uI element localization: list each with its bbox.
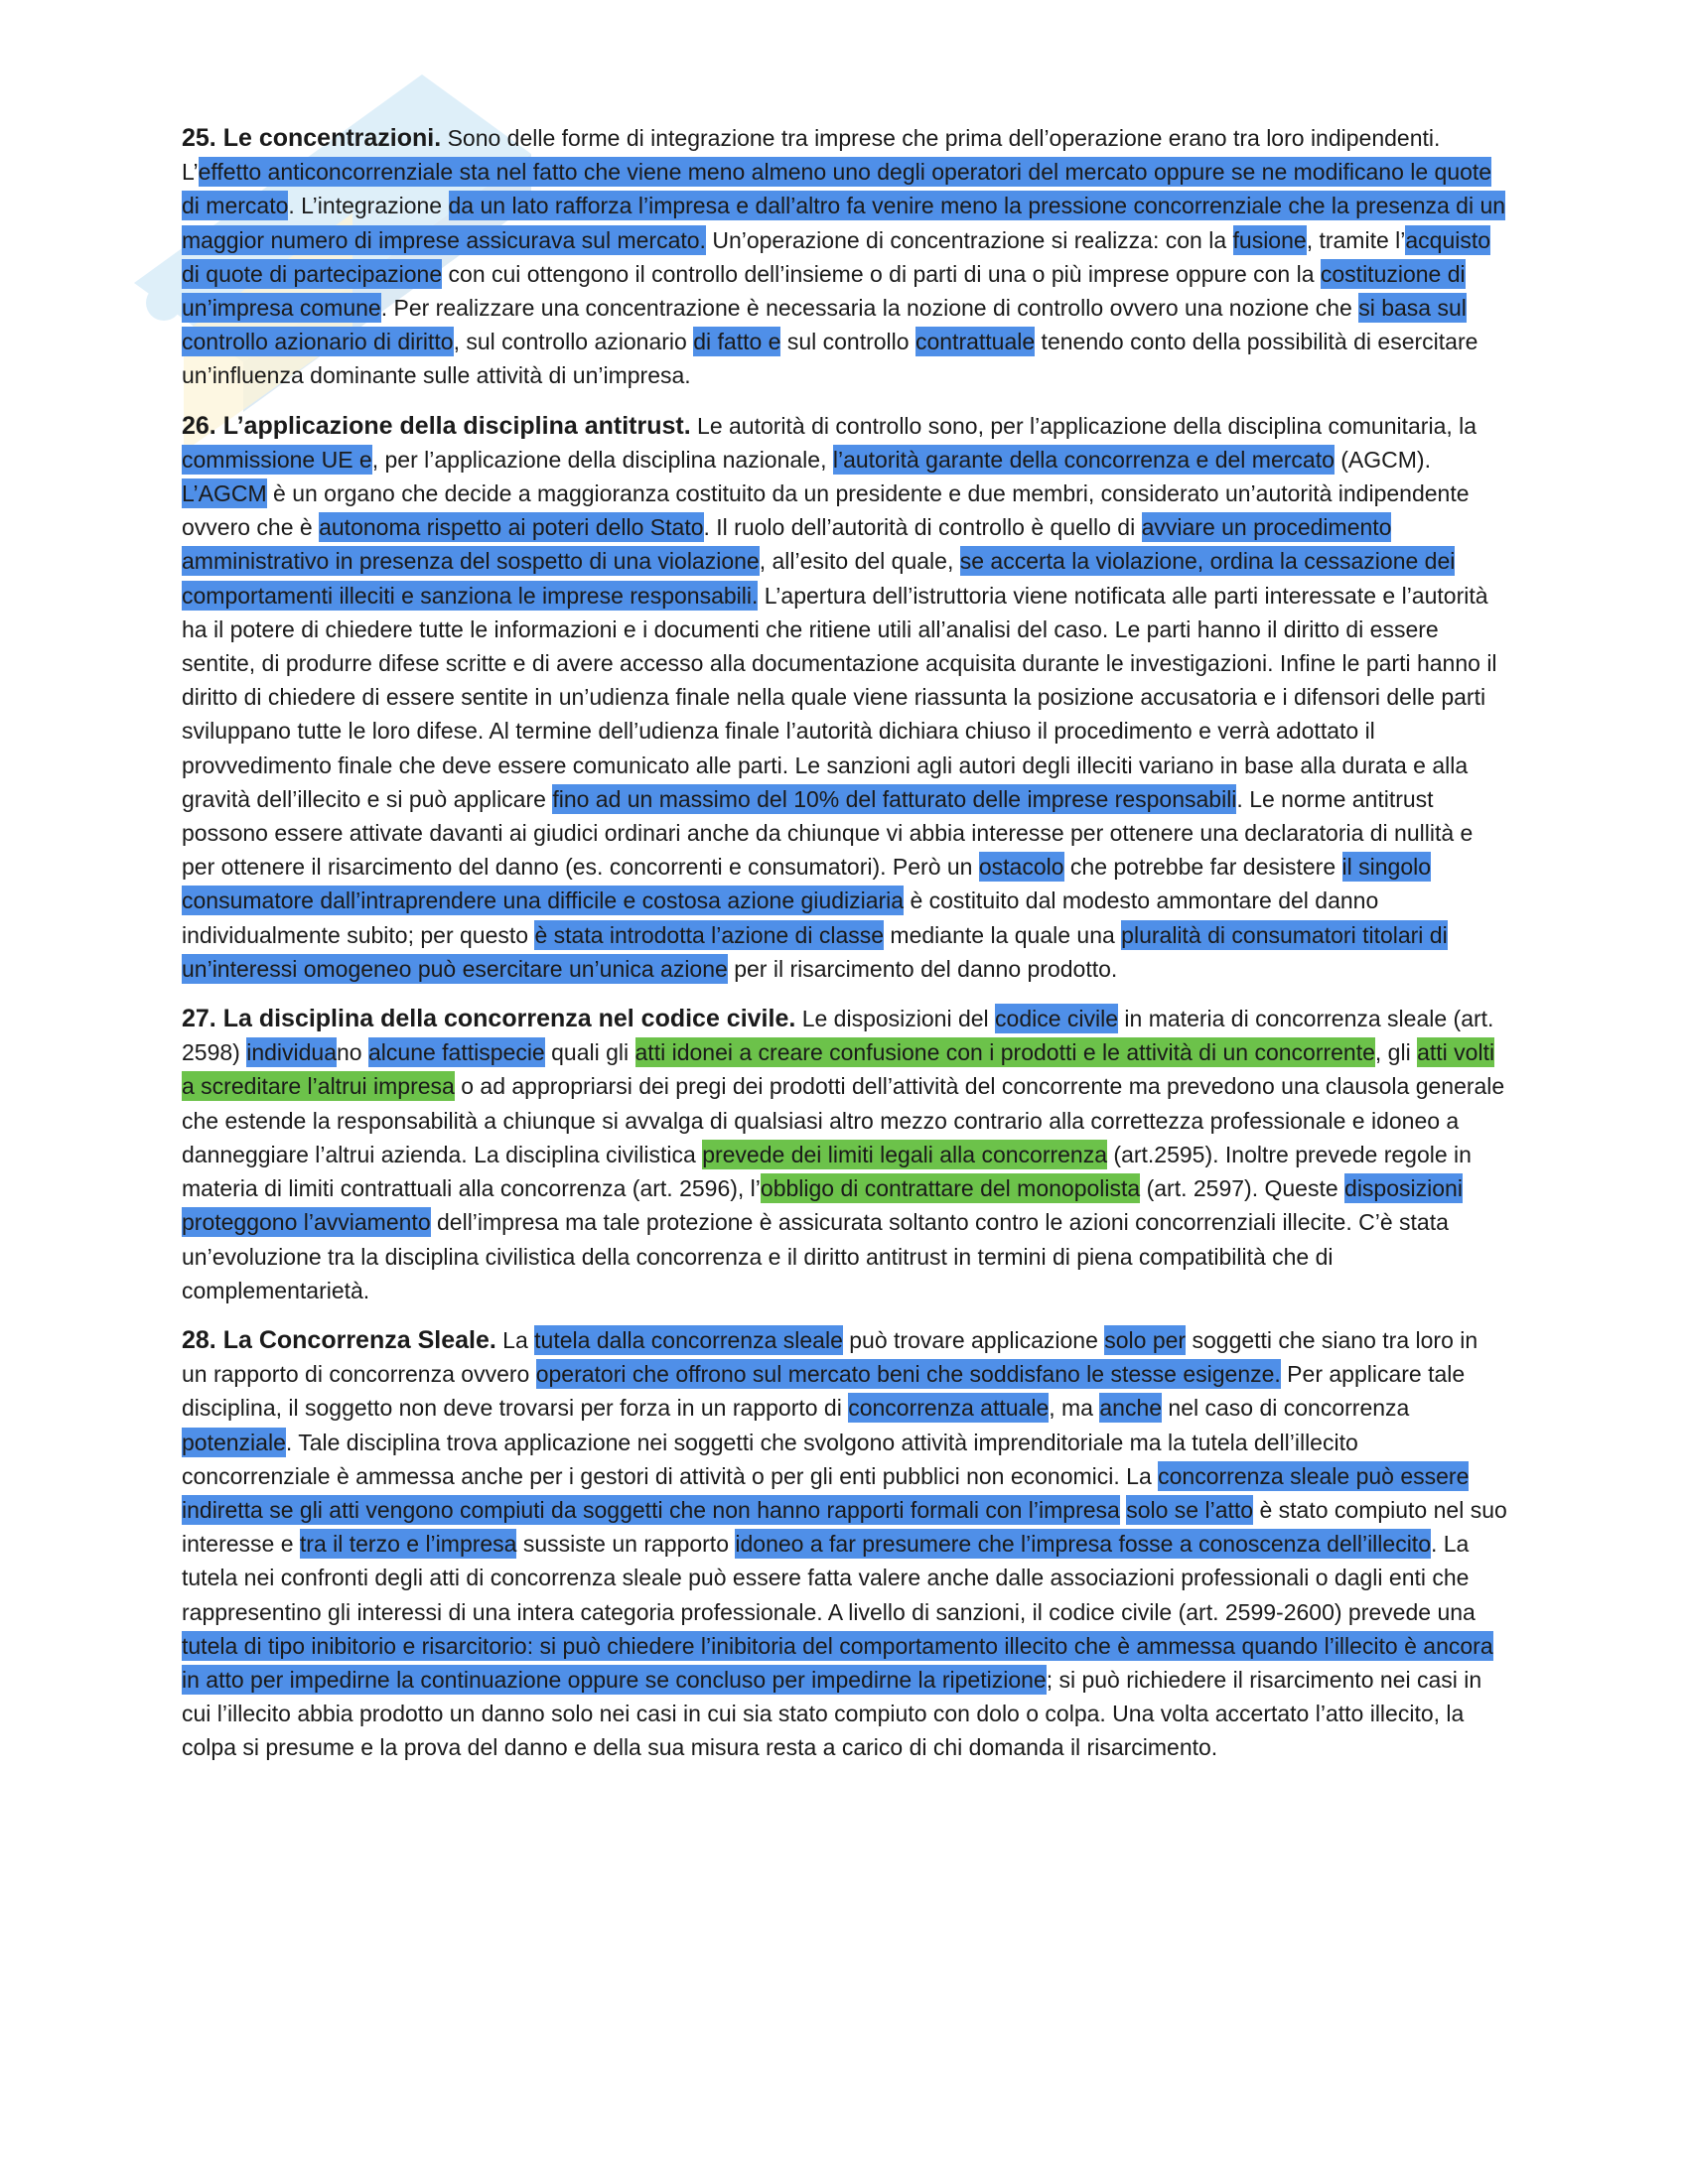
section-28-concorrenza-sleale [182,1323,1507,1765]
highlight-green: atti volti a screditare l’altrui impresa [182,1039,1495,1100]
body-text: La [495,1326,535,1353]
section-paragraph [182,409,1507,986]
body-text: , tramite l’ [1306,226,1406,253]
body-text: tenendo conto della possibilità di esercitare un’influenza dominante sulle attività di un’impresa. [182,329,1478,389]
highlight-green: obbligo di contrattare del monopolista [760,1175,1141,1202]
section-27-codice-civile [182,1002,1507,1307]
body-text: . L’integrazione [288,193,449,219]
highlight-blue: tutela dalla concorrenza sleale [534,1326,843,1353]
body-text: , gli [1374,1039,1418,1066]
body-text: Sono delle forme di integrazione tra imprese che prima dell’operazione erano tra loro indipendenti. L’ [182,125,1441,186]
section-title: 28. La Concorrenza Sleale. [182,1325,496,1354]
body-text: con cui ottengono il controllo dell’insieme o di parti di una o più imprese oppure con la [442,260,1321,287]
section-26-applicazione-antitrust [182,409,1507,986]
highlight-blue: L’AGCM [182,480,267,507]
section-body [182,1325,1507,1760]
body-text: può trovare applicazione [842,1326,1105,1353]
body-text: nel caso di concorrenza [1162,1395,1410,1422]
highlight-blue: è stata introdotta l’azione di classe [534,921,885,948]
section-title: 25. Le concentrazioni. [182,124,442,152]
body-text: soggetti che siano tra loro in un rapporto di concorrenza ovvero [182,1326,1478,1388]
highlight-blue: acquisto di quote di partecipazione [182,226,1491,287]
highlight-blue: alcune fattispecie [368,1039,545,1066]
body-text: , all’esito del quale, [759,548,960,575]
body-text: . Le norme antitrust possono essere attivate davanti ai giudici ordinari anche da chiunque vi abbia interesse per ottenere una declaratoria di nullità e per ottenere il risarcimento del danno (es. concorrenti e consumatori). Però un [182,785,1474,881]
body-text: mediante la quale una [884,921,1122,948]
body-text: sul controllo [780,329,915,355]
body-text: o ad appropriarsi dei pregi dei prodotti dell’attività del concorrente ma prevedono una clausola generale che estende la responsabilità a chiunque si avvalga di qualsiasi altro mezzo contrario alla correttezza professionale e idoneo a danneggiare l’altrui azienda. La disciplina civilistica [182,1073,1505,1167]
highlight-blue: solo se l’atto [1126,1496,1254,1523]
section-body [182,413,1497,984]
highlight-blue: pluralità di consumatori titolari di un’interessi omogeneo può esercitare un’unica azione [182,921,1448,982]
body-text: L’apertura dell’istruttoria viene notificata alle parti interessate e l’autorità ha il potere di chiedere tutte le informazioni e i documenti che ritiene utili all’analisi del caso. Le parti hanno il diritto di essere sentite, di produrre difese scritte e di avere accesso alla documentazione acquisita durante le investigazioni. Infine le parti hanno il diritto di chiedere di essere sentite in un’udienza finale nella quale viene riassunta la posizione accusatoria e i difensori delle parti sviluppano tutte le loro difese. Al termine dell’udienza finale l’autorità dichiara chiuso il procedimento e verrà adottato il provvedimento finale che deve essere comunicato alle parti. Le sanzioni agli autori degli illeciti variano in base alla durata e alla gravità dell’illecito e si può applicare [182,582,1497,812]
highlight-blue: se accerta la violazione, ordina la cessazione dei comportamenti illeciti e sanziona le imprese responsabili. [182,548,1456,609]
highlight-blue: idoneo a far presumere che l’impresa fosse a conoscenza dell’illecito [735,1531,1431,1558]
highlight-blue: si basa sul controllo azionario di diritto [182,295,1467,355]
body-text: è costituito dal modesto ammontare del danno individualmente subito; per questo [182,887,1379,948]
highlight-green: prevede dei limiti legali alla concorrenza [702,1141,1108,1167]
section-title: 26. L’applicazione della disciplina antitrust. [182,411,691,440]
highlight-blue: da un lato rafforza l’impresa e dall’altro fa venire meno la pressione concorrenziale che la presenza di un maggior numero di imprese assicurava sul mercato. [182,193,1506,253]
body-text: ; si può richiedere il risarcimento nei casi in cui l’illecito abbia prodotto un danno solo nei casi in cui sia stato compiuto con dolo o colpa. Una volta accertato l’atto illecito, la colpa si presume e la prova del danno e della sua misura resta a carico di chi domanda il risarcimento. [182,1666,1482,1761]
body-text: Le disposizioni del [795,1006,996,1032]
body-text: (AGCM). [1334,446,1431,473]
body-text: per il risarcimento del danno prodotto. [727,955,1118,982]
highlight-blue: effetto anticoncorrenziale sta nel fatto che viene meno almeno uno degli operatori del mercato oppure se ne modificano le quote di mercato [182,159,1492,219]
highlight-blue: costituzione di un’impresa comune [182,260,1466,322]
body-text: , sul controllo azionario [453,329,694,355]
body-text: . Tale disciplina trova applicazione nei soggetti che svolgono attività imprenditoriale ma la tutela dell’illecito concorrenziale è ammessa anche per i gestori di attività o per gli enti pubblici non economici. La [182,1429,1358,1489]
body-text: è stato compiuto nel suo interesse e [182,1496,1507,1558]
highlight-blue: anche [1099,1395,1163,1422]
highlight-blue: ostacolo [978,854,1064,881]
highlight-blue: di fatto e [693,329,781,355]
highlight-blue: tutela di tipo inibitorio e risarcitorio: si può chiedere l’inibitoria del comportamento illecito che è ammessa quando l’illecito è ancora in atto per impedirne la continuazione oppure se concluso per impedirne la ripetizione [182,1632,1493,1693]
section-paragraph [182,121,1507,393]
highlight-blue: individua [246,1039,338,1066]
section-body [182,125,1505,388]
section-paragraph [182,1002,1507,1307]
highlight-blue: concorrenza attuale [848,1395,1050,1422]
highlight-blue: il singolo consumatore dall’intraprendere una difficile e costosa azione giudiziaria [182,854,1432,914]
highlight-blue: autonoma rispetto ai poteri dello Stato [319,514,704,541]
body-text: no [337,1039,368,1066]
highlight-blue: operatori che offrono sul mercato beni che soddisfano le stesse esigenze. [535,1361,1281,1388]
body-text: sussiste un rapporto [516,1531,736,1558]
highlight-blue: avviare un procedimento amministrativo in presenza del sospetto di una violazione [182,514,1392,575]
section-paragraph [182,1323,1507,1765]
body-text: . La tutela nei confronti degli atti di concorrenza sleale può essere fatta valere anche dalle associazioni professionali o dagli enti che rappresentino gli interessi di una intera categoria professionale. A livello di sanzioni, il codice civile (art. 2599-2600) prevede una [182,1531,1476,1625]
highlight-blue: concorrenza sleale può essere indiretta se gli atti vengono compiuti da soggetti che non hanno rapporti formali con l’impresa [182,1462,1470,1523]
body-text: , ma [1049,1395,1100,1422]
body-text: Le autorità di controllo sono, per l’applicazione della disciplina comunitaria, la [690,412,1477,439]
body-text: . Il ruolo dell’autorità di controllo è quello di [703,514,1142,541]
section-body [182,1004,1504,1303]
section-title: 27. La disciplina della concorrenza nel codice civile. [182,1005,796,1033]
body-text: in materia di concorrenza sleale (art. 2598) [182,1006,1494,1066]
highlight-blue: disposizioni proteggono l’avviamento [182,1175,1463,1236]
body-text: (art. 2597). Queste [1140,1175,1345,1202]
highlight-blue: l’autorità garante della concorrenza e del mercato [832,446,1335,473]
highlight-blue: potenziale [182,1429,286,1455]
body-text: (art.2595). Inoltre prevede regole in materia di limiti contrattuali alla concorrenza (art. 2596), l’ [182,1141,1472,1202]
document-page [182,121,1507,1781]
highlight-blue: commissione UE e [182,446,372,473]
highlight-blue: solo per [1104,1326,1187,1353]
highlight-blue: fino ad un massimo del 10% del fatturato delle imprese responsabili [552,785,1237,812]
body-text: dell’impresa ma tale protezione è assicurata soltanto contro le azioni concorrenziali illecite. C’è stata un’evoluzione tra la disciplina civilistica della concorrenza e il diritto antitrust in termini di piena compatibilità che di complementarietà. [182,1209,1449,1303]
body-text: che potrebbe far desistere [1063,854,1342,881]
body-text: quali gli [544,1039,635,1066]
highlight-blue: codice civile [995,1006,1119,1032]
body-text: è un organo che decide a maggioranza costituito da un presidente e due membri, considerato un’autorità indipendente ovvero che è [182,480,1470,541]
body-text: Un’operazione di concentrazione si realizza: con la [705,226,1233,253]
body-text: , per l’applicazione della disciplina nazionale, [371,446,833,473]
body-text: . Per realizzare una concentrazione è necessaria la nozione di controllo ovvero una nozione che [380,295,1359,322]
body-text: Per applicare tale disciplina, il soggetto non deve trovarsi per forza in un rapporto di [182,1361,1466,1422]
highlight-blue: fusione [1232,226,1307,253]
highlight-blue: contrattuale [914,329,1036,355]
highlight-green: atti idonei a creare confusione con i prodotti e le attività di un concorrente [634,1039,1375,1066]
highlight-blue: tra il terzo e l’impresa [299,1531,517,1558]
section-25-concentrazioni [182,121,1507,393]
